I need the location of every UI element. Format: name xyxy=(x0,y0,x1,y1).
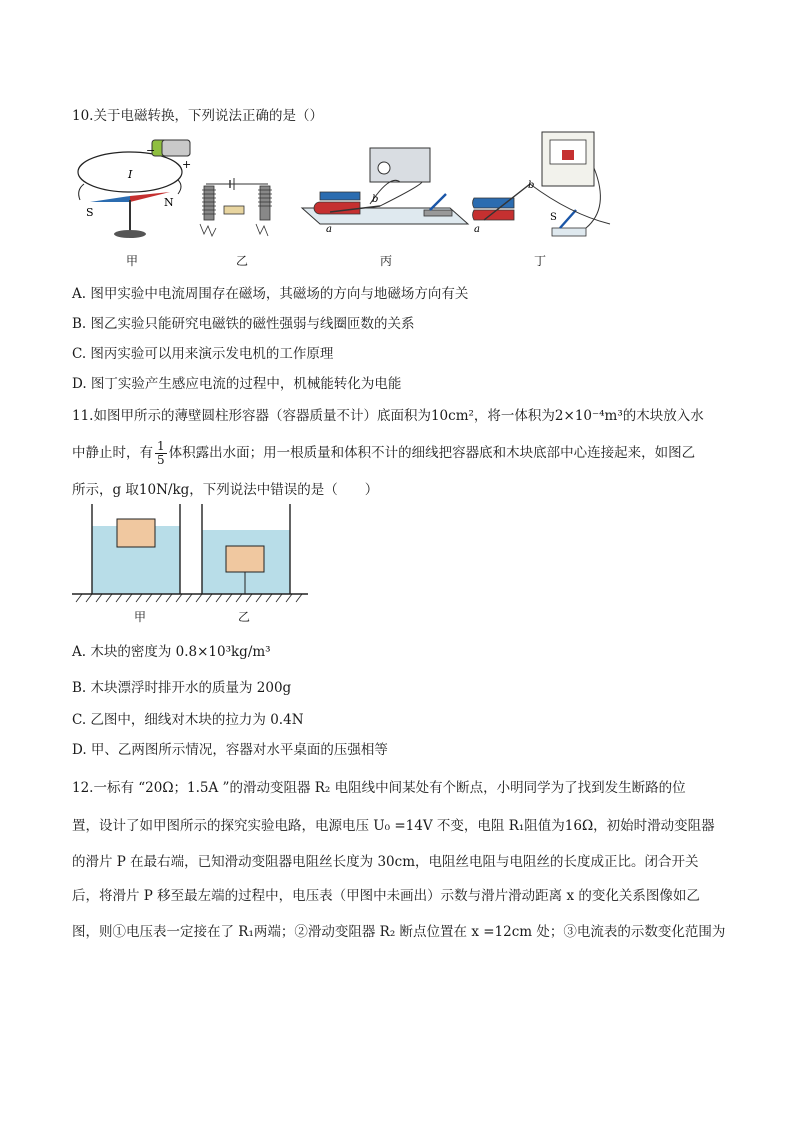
q11-line-3: 所示，g 取10N/kg，下列说法中错误的是（ ） xyxy=(72,482,379,498)
battery-minus-label: − xyxy=(146,144,156,157)
q11-text-2: ，将一体积为 xyxy=(473,408,555,424)
fraction-numerator: 1 xyxy=(157,439,165,453)
fraction-denominator: 5 xyxy=(157,453,165,467)
north-label: N xyxy=(164,196,174,209)
south-label: S xyxy=(86,206,94,219)
current-label: I xyxy=(128,168,133,181)
q12-line-5: 图，则①电压表一定接在了 R₁两端；②滑动变阻器 R₂ 断点位置在 x =12cm 处；③电流表的示数变化范围为 xyxy=(72,924,726,940)
q11-volume: 2×10⁻⁴m³ xyxy=(554,408,623,424)
q11-caption-yi: 乙 xyxy=(238,610,251,624)
q11-area: 10cm² xyxy=(430,408,474,424)
q11-option-a: A. 木块的密度为 0.8×10³kg/m³ xyxy=(72,644,271,660)
ding-a-label: a xyxy=(474,224,480,235)
fraction-one-fifth xyxy=(155,440,167,467)
q12-line-1: 12.一标有 “20Ω；1.5A ”的滑动变阻器 R₂ 电阻线中间某处有个断点，小明同学为了找到发生断路的位 xyxy=(72,780,686,796)
figure-yi-electromagnets xyxy=(196,176,286,246)
figure-jia-oersted xyxy=(70,132,190,244)
q11-text-1: 11.如图甲所示的薄壁圆柱形容器（容器质量不计）底面积为 xyxy=(72,408,431,424)
caption-bing: 丙 xyxy=(380,254,393,268)
ding-b-label: b xyxy=(528,180,535,191)
caption-ding: 丁 xyxy=(534,254,547,268)
q12-line-2: 置，设计了如甲图所示的探究实验电路，电源电压 U₀ =14V 不变，电阻 R₁阻值为16Ω，初始时滑动变阻器 xyxy=(72,818,715,834)
q10-option-c: C. 图丙实验可以用来演示发电机的工作原理 xyxy=(72,346,334,362)
q11-text-3: 的木块放入水 xyxy=(622,408,704,424)
figure-ding-motor xyxy=(470,128,610,244)
q10-option-a: A. 图甲实验中电流周围存在磁场，其磁场的方向与地磁场方向有关 xyxy=(72,286,469,302)
caption-yi: 乙 xyxy=(236,254,249,268)
q11-caption-jia: 甲 xyxy=(134,610,147,624)
q11-text-4: 中静止时，有 xyxy=(72,445,153,461)
q10-option-d: D. 图丁实验产生感应电流的过程中，机械能转化为电能 xyxy=(72,376,402,392)
battery-plus-label: + xyxy=(182,158,192,171)
q11-option-d: D. 甲、乙两图所示情况，容器对水平桌面的压强相等 xyxy=(72,742,388,758)
q12-line-3: 的滑片 P 在最右端，已知滑动变阻器电阻丝长度为 30cm，电阻丝电阻与电阻丝的长度成正比。闭合开关 xyxy=(72,854,699,870)
q11-option-c: C. 乙图中，细线对木块的拉力为 0.4N xyxy=(72,712,304,728)
q11-line-1 xyxy=(72,404,704,424)
figure-bing-generator xyxy=(300,146,470,242)
caption-jia: 甲 xyxy=(126,254,139,268)
q11-text-5: 体积露出水面；用一根质量和体积不计的细线把容器底和木块底部中心连接起来，如图乙 xyxy=(168,445,696,461)
q10-stem: 10.关于电磁转换，下列说法正确的是（） xyxy=(72,108,323,124)
q12-line-4: 后，将滑片 P 移至最左端的过程中，电压表（甲图中未画出）示数与滑片滑动距离 x 的变化关系图像如乙 xyxy=(72,888,700,904)
q11-line-2 xyxy=(72,440,695,467)
q11-option-b: B. 木块漂浮时排开水的质量为 200g xyxy=(72,680,292,696)
bing-b-label: b xyxy=(372,194,379,205)
ding-s-label: S xyxy=(550,212,557,223)
q10-option-b: B. 图乙实验只能研究电磁铁的磁性强弱与线圈匝数的关系 xyxy=(72,316,415,332)
bing-a-label: a xyxy=(326,224,332,235)
figure-q11-containers xyxy=(72,502,308,614)
